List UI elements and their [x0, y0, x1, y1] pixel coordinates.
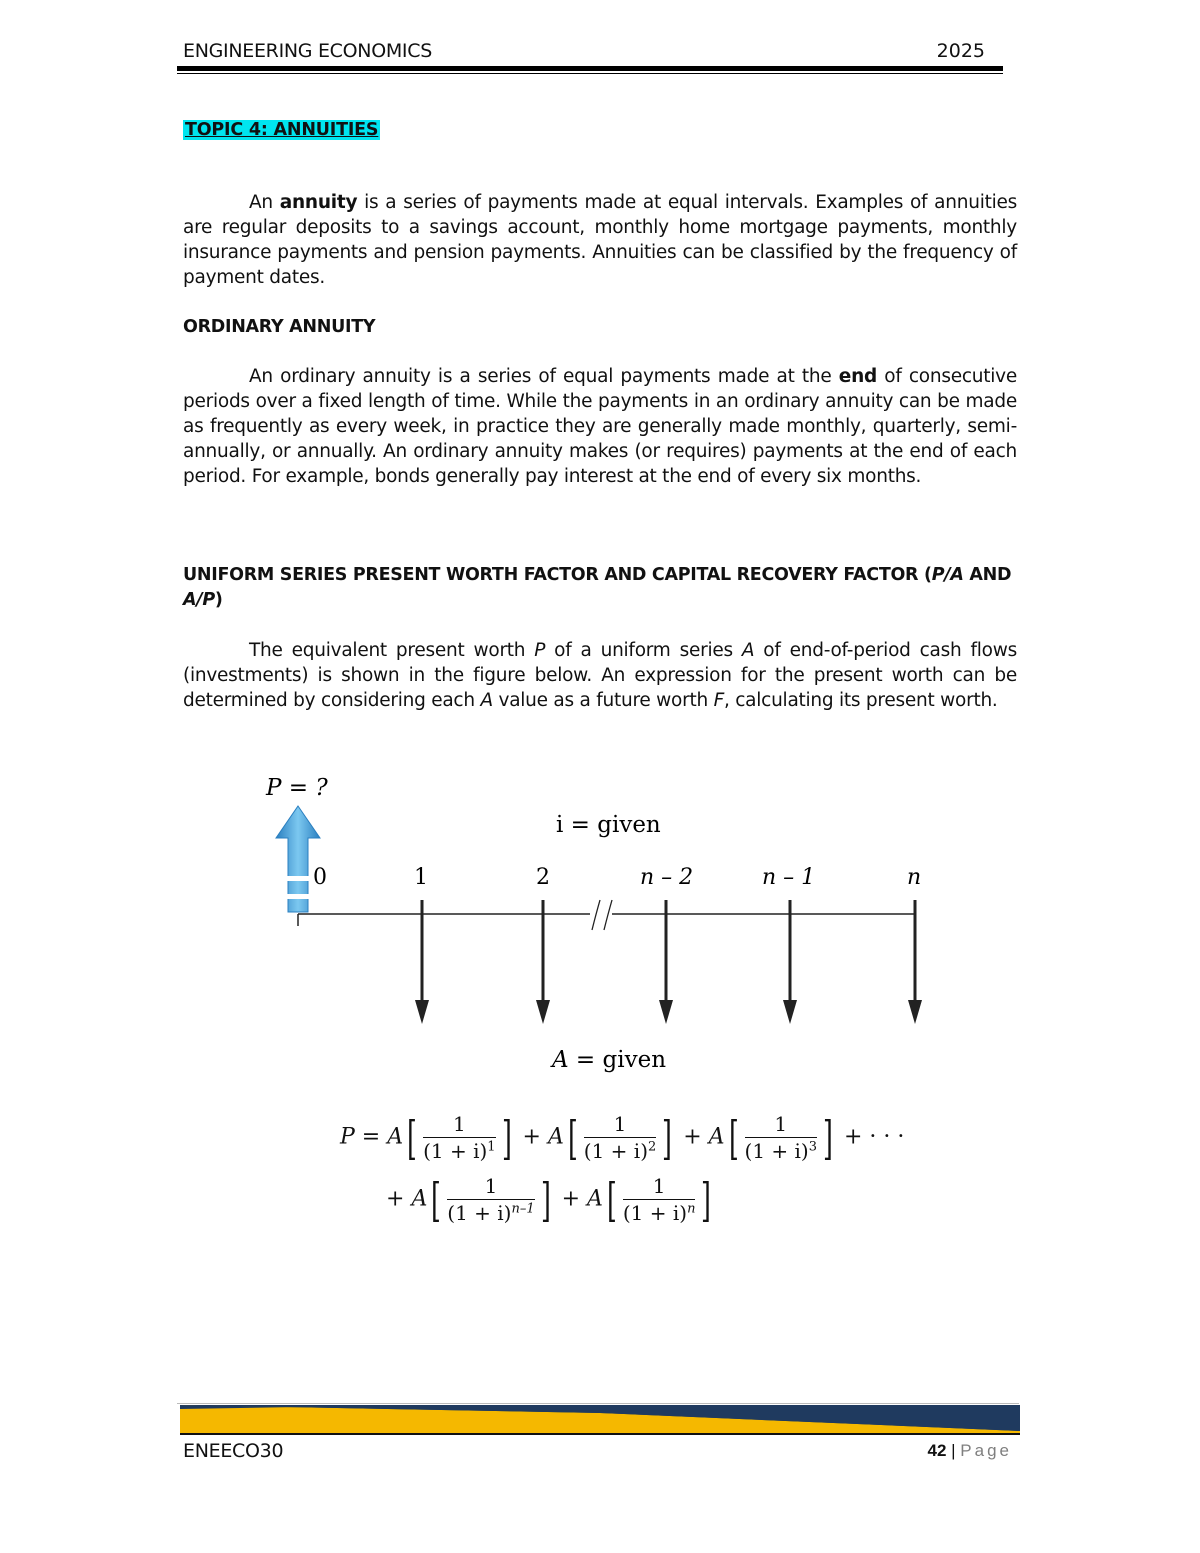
present-worth-paragraph: The equivalent present worth P of a uniform series A of end-of-period cash flows (investments) is shown in the figure below. An expression for the present worth can be determined by considering each A value as a future worth F, calculating its present worth. — [183, 640, 1017, 711]
present-worth-factor-heading: UNIFORM SERIES PRESENT WORTH FACTOR AND CAPITAL RECOVERY FACTOR (P/A AND A/P) — [183, 565, 1012, 610]
ordinary-annuity-paragraph: An ordinary annuity is a series of equal payments made at the end of consecutive periods over a fixed length of time. While the payments in an ordinary annuity can be made as frequently as every week, in practice they are generally made monthly, quarterly, semi-annually, or annually. An ordinary annuity makes (or requires) payments at the end of each period. For example, bonds generally pay interest at the end of every six months. — [183, 366, 1017, 487]
period-label-n: n — [907, 865, 922, 890]
payment-arrow-n-minus-1 — [783, 900, 797, 1024]
period-label-n-minus-2: n – 2 — [640, 865, 694, 890]
interest-rate-label: i = given — [556, 812, 661, 838]
annuity-term: annuity — [279, 192, 358, 213]
payment-arrow-n — [908, 900, 922, 1024]
page-number: 42 | Page — [927, 1441, 1012, 1460]
period-label-2: 2 — [536, 865, 550, 890]
period-label-1: 1 — [414, 865, 428, 890]
payment-arrow-n-minus-2 — [659, 900, 673, 1024]
present-worth-up-arrow — [276, 806, 320, 912]
header-rule — [177, 66, 1003, 71]
present-worth-formula-line-1: P = A[ $\frac{1}{(1 + i)^1}$ ] + A[ $\frac{1}{(1 + i)^2}$ ] + A[ $\frac{1}{(1 + i)^3}$ ] + · · · — [340, 1110, 905, 1165]
header-title: ENGINEERING ECONOMICS — [183, 40, 432, 62]
period-label-0: 0 — [313, 865, 327, 890]
footer-line — [180, 1433, 1020, 1435]
axis-break-icon — [592, 900, 612, 930]
period-label-n-minus-1: n – 1 — [762, 865, 816, 890]
topic-heading: TOPIC 4: ANNUITIES — [185, 120, 379, 140]
course-code: ENEECO30 — [183, 1440, 284, 1462]
header-year: 2025 — [936, 40, 985, 62]
end-term: end — [838, 366, 877, 387]
annuity-amount-label: A = given — [552, 1047, 667, 1073]
footer-rule — [177, 1403, 1019, 1404]
present-worth-label: P = ? — [266, 775, 328, 801]
ordinary-annuity-heading: ORDINARY ANNUITY — [183, 317, 376, 337]
payment-arrow-1 — [415, 900, 429, 1024]
footer-color-band — [180, 1405, 1020, 1433]
header-rule-thin — [177, 73, 1003, 74]
payment-arrow-2 — [536, 900, 550, 1024]
present-worth-formula-line-2: + A[ $\frac{1}{(1 + i)^{n-1}}$ ] + A[ $\frac{1}{(1 + i)^n}$ ] — [386, 1172, 712, 1227]
annuity-paragraph: An annuity is a series of payments made at equal intervals. Examples of annuities are regular deposits to a savings account, monthly home mortgage payments, monthly insurance payments and pension payments. Annuities can be classified by the frequency of payment dates. — [183, 192, 1017, 288]
